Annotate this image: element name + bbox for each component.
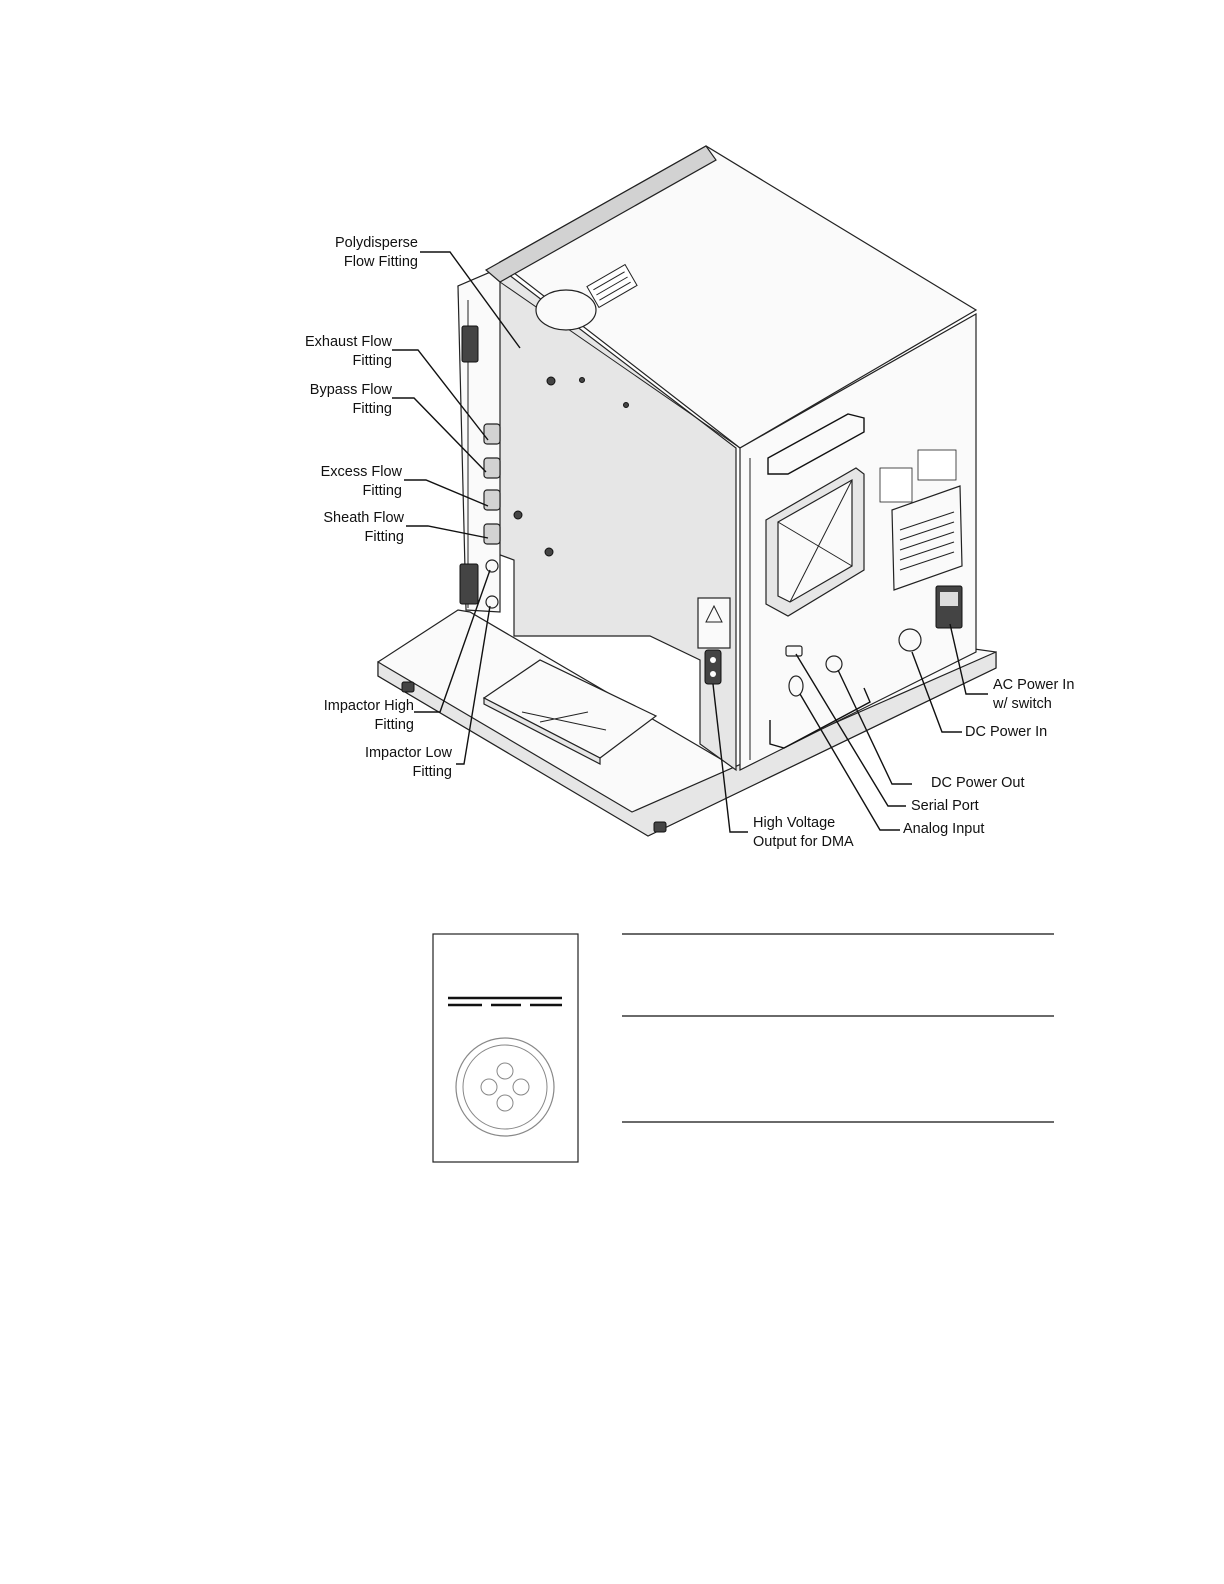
label-line-2: Flow Fitting <box>343 254 418 270</box>
top-port-plate <box>536 290 596 330</box>
label-line-2: Fitting <box>374 717 414 733</box>
label-line-2: Fitting <box>352 353 392 369</box>
label-high-voltage-output <box>753 814 854 852</box>
serial-port-connector <box>786 646 802 656</box>
label-dc-power-in: DC Power In <box>965 724 1048 740</box>
label-impactor-high-fitting <box>300 697 414 735</box>
label-polydisperse-flow-fitting <box>308 234 418 272</box>
label-line-1: Polydisperse <box>334 235 418 251</box>
label-exhaust-flow-fitting <box>282 333 392 371</box>
rear-label-1 <box>880 468 912 502</box>
label-line-2: w/ switch <box>993 696 1052 712</box>
label-line-1: Exhaust Flow <box>304 334 392 350</box>
label-line-2: Fitting <box>362 483 402 499</box>
label-ac-power-in <box>993 676 1074 714</box>
latch-lower <box>460 564 478 604</box>
analog-input-connector <box>789 676 803 696</box>
label-line-2: Output for DMA <box>753 834 854 850</box>
table-rules <box>622 934 1054 1122</box>
label-line-1: Impactor High <box>323 698 414 714</box>
label-sheath-flow-fitting <box>294 509 404 547</box>
rear-label-2 <box>918 450 956 480</box>
label-line-1: Excess Flow <box>320 464 402 480</box>
label-line-2: Fitting <box>364 529 404 545</box>
dc-symbol-box <box>433 934 578 1162</box>
label-line-1: Sheath Flow <box>323 510 404 526</box>
dc-power-in-connector <box>899 629 921 651</box>
label-serial-port: Serial Port <box>911 798 979 814</box>
latch-upper <box>462 326 478 362</box>
label-analog-input: Analog Input <box>903 821 985 837</box>
label-line-1: High Voltage <box>753 815 836 831</box>
dc-power-out-connector <box>826 656 842 672</box>
label-bypass-flow-fitting <box>282 381 392 419</box>
label-line-1: Impactor Low <box>364 745 452 761</box>
label-dc-power-out: DC Power Out <box>931 775 1025 791</box>
label-line-2: Fitting <box>412 764 452 780</box>
label-line-1: AC Power In <box>993 677 1075 693</box>
label-impactor-low-fitting <box>340 744 452 782</box>
label-line-1: Bypass Flow <box>309 382 392 398</box>
label-line-2: Fitting <box>352 401 392 417</box>
label-excess-flow-fitting <box>294 463 402 501</box>
